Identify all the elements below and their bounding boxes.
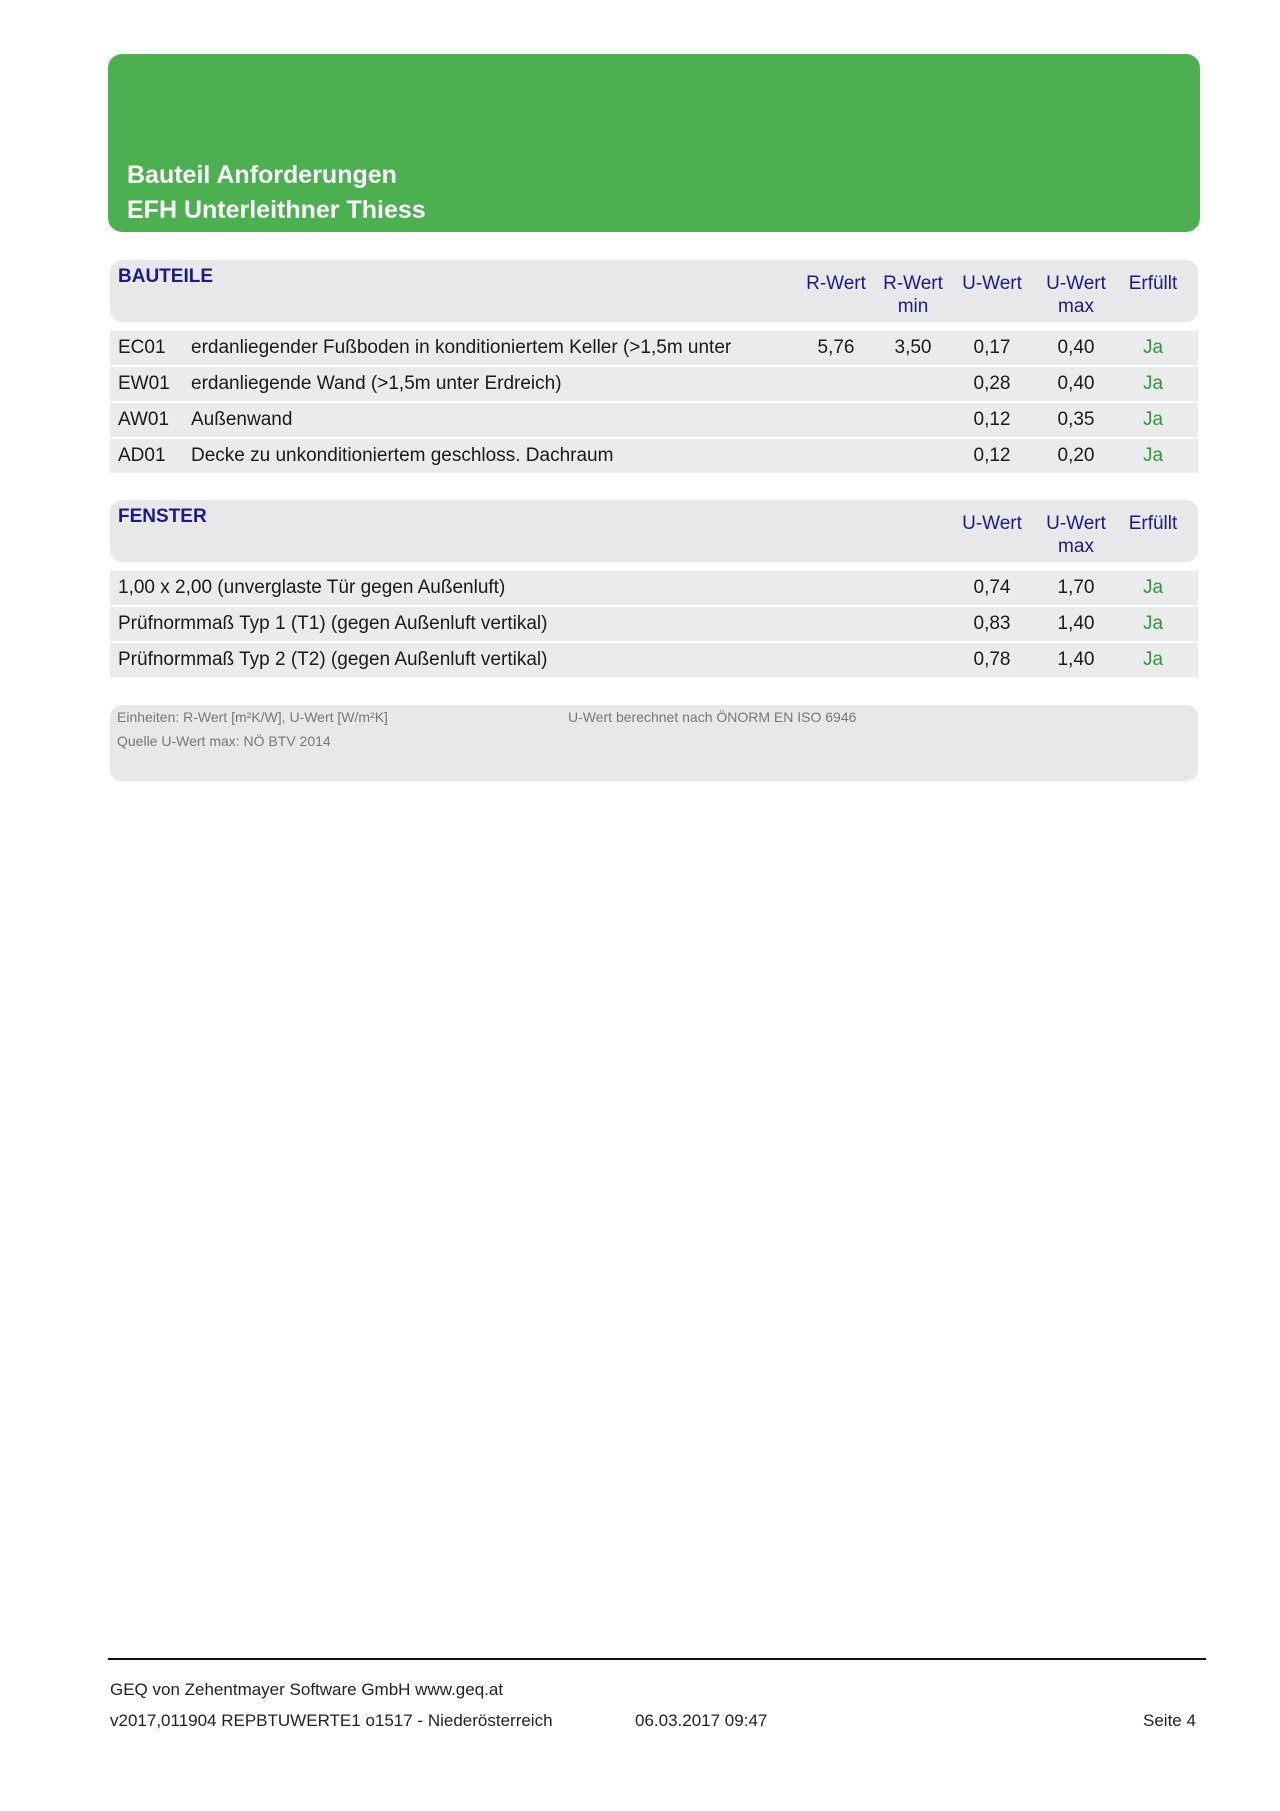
row-name: erdanliegender Fußboden in konditioniertem Keller (>1,5m unter: [191, 337, 732, 358]
title-banner: [108, 54, 1200, 232]
row-u-wert: 0,78: [973, 649, 1011, 670]
col-u-wert-max-label: U-Wert: [1046, 273, 1106, 294]
footer-page-number: Seite 4: [1143, 1711, 1196, 1730]
footer-version: v2017,011904 REPBTUWERTE1 o1517 - Niederösterreich: [110, 1711, 553, 1730]
col-u-wert-max-label: U-Wert: [1046, 513, 1106, 534]
page-title: Bauteil Anforderungen: [127, 161, 397, 189]
col-u-wert-max-sub: max: [1058, 296, 1094, 317]
row-u-wert: 0,17: [973, 337, 1011, 358]
col-r-wert: [796, 272, 876, 295]
table-row: [110, 403, 1198, 437]
row-name: erdanliegende Wand (>1,5m unter Erdreich): [191, 373, 562, 394]
col-u-wert-max: [1036, 272, 1116, 318]
row-u-wert: 0,28: [973, 373, 1011, 394]
row-u-wert: 0,12: [973, 445, 1011, 466]
note-einheiten: Einheiten: R-Wert [m²K/W], U-Wert [W/m²K]: [117, 709, 388, 725]
page-subtitle: EFH Unterleithner Thiess: [127, 196, 426, 224]
footer-company: GEQ von Zehentmayer Software GmbH www.geq.at: [110, 1680, 504, 1699]
col-erfuellt-label: Erfüllt: [1128, 273, 1178, 294]
fenster-table: [110, 571, 1198, 679]
col-u-wert-max-sub: max: [1058, 536, 1094, 557]
row-erfuellt: Ja: [1142, 409, 1164, 430]
footer-datetime: 06.03.2017 09:47: [635, 1711, 768, 1730]
row-name: Decke zu unkonditioniertem geschloss. Dachraum: [191, 445, 614, 466]
col-u-wert-max: [1036, 512, 1116, 558]
row-r-min: 3,50: [894, 337, 932, 358]
row-erfuellt: Ja: [1142, 613, 1164, 634]
fenster-title: FENSTER: [118, 506, 207, 527]
fenster-header: [110, 500, 1198, 562]
row-u-max: 1,70: [1057, 577, 1095, 598]
row-name: Außenwand: [191, 409, 293, 430]
row-r-wert: 5,76: [817, 337, 855, 358]
row-name: Prüfnormmaß Typ 2 (T2) (gegen Außenluft vertikal): [118, 649, 548, 670]
col-r-wert-min-sub: min: [897, 296, 929, 317]
row-u-max: 0,35: [1057, 409, 1095, 430]
row-u-wert: 0,74: [973, 577, 1011, 598]
row-code: AW01: [118, 409, 170, 430]
bauteile-header: [110, 260, 1198, 322]
row-erfuellt: Ja: [1142, 445, 1164, 466]
bauteile-table: [110, 331, 1198, 475]
notes-box: [110, 705, 1198, 781]
row-u-max: 0,20: [1057, 445, 1095, 466]
table-row: [110, 643, 1198, 677]
note-quelle: Quelle U-Wert max: NÖ BTV 2014: [117, 733, 331, 749]
row-erfuellt: Ja: [1142, 337, 1164, 358]
col-r-wert-label: R-Wert: [806, 273, 866, 294]
row-name: 1,00 x 2,00 (unverglaste Tür gegen Außenluft): [118, 577, 506, 598]
col-u-wert-label: U-Wert: [962, 513, 1022, 534]
row-u-max: 0,40: [1057, 373, 1095, 394]
table-row: [110, 607, 1198, 641]
col-erfuellt: [1114, 272, 1192, 295]
row-erfuellt: Ja: [1142, 649, 1164, 670]
row-name: Prüfnormmaß Typ 1 (T1) (gegen Außenluft vertikal): [118, 613, 548, 634]
col-r-wert-min: [873, 272, 953, 318]
row-u-max: 0,40: [1057, 337, 1095, 358]
table-row: [110, 331, 1198, 365]
row-code: AD01: [118, 445, 166, 466]
bauteile-title: BAUTEILE: [118, 266, 213, 287]
row-u-wert: 0,12: [973, 409, 1011, 430]
col-r-wert-min-label: R-Wert: [883, 273, 943, 294]
row-erfuellt: Ja: [1142, 373, 1164, 394]
row-code: EW01: [118, 373, 170, 394]
col-u-wert-label: U-Wert: [962, 273, 1022, 294]
col-erfuellt: [1114, 512, 1192, 535]
col-erfuellt-label: Erfüllt: [1128, 513, 1178, 534]
row-u-max: 1,40: [1057, 649, 1095, 670]
col-u-wert: [952, 272, 1032, 295]
row-erfuellt: Ja: [1142, 577, 1164, 598]
table-row: [110, 367, 1198, 401]
row-u-wert: 0,83: [973, 613, 1011, 634]
col-u-wert: [952, 512, 1032, 535]
table-row: [110, 571, 1198, 605]
row-u-max: 1,40: [1057, 613, 1095, 634]
note-norm: U-Wert berechnet nach ÖNORM EN ISO 6946: [568, 709, 857, 725]
footer-divider: [108, 1658, 1206, 1660]
table-row: [110, 439, 1198, 473]
row-code: EC01: [118, 337, 166, 358]
